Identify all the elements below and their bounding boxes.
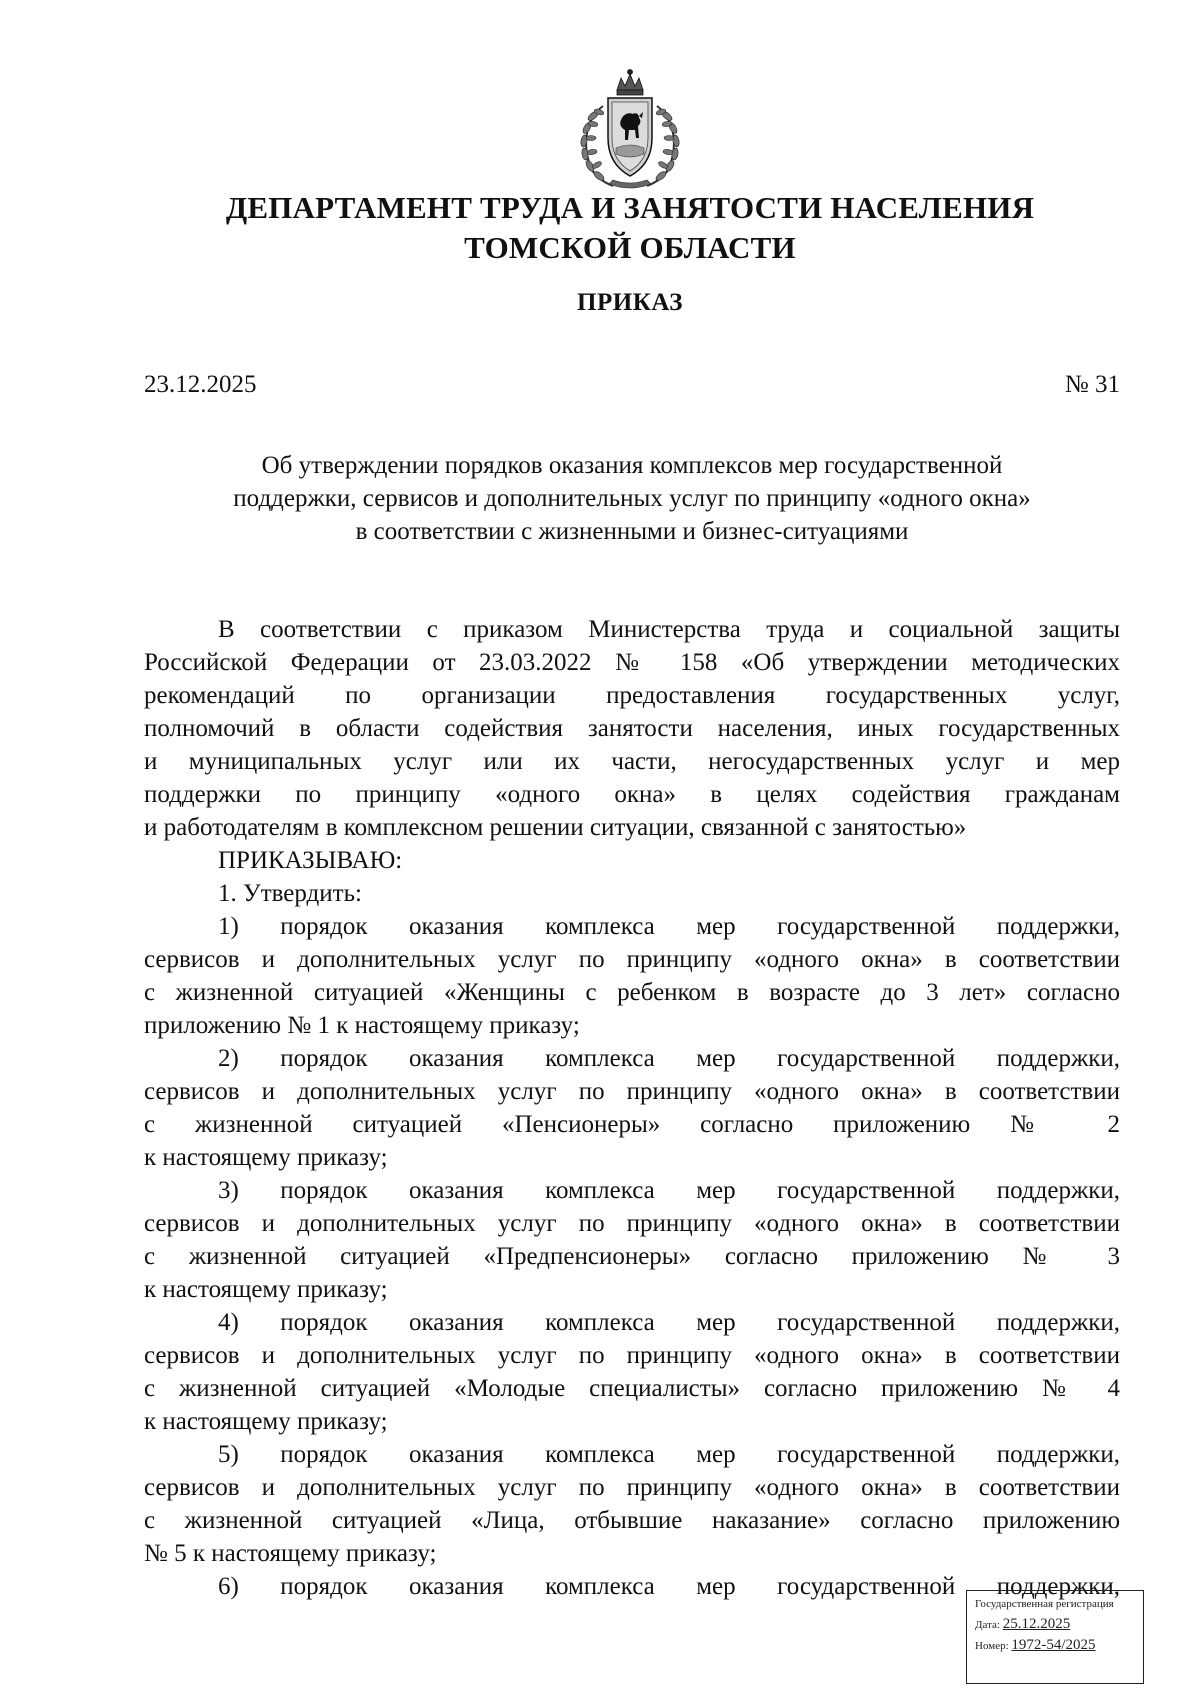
- text-line: с жизненной ситуацией «Лица, отбывшие наказание» согласно приложению: [144, 1507, 1120, 1534]
- text-line: 1) порядок оказания комплекса мер государственной поддержки,: [218, 913, 1120, 940]
- order-body: [144, 613, 1120, 1603]
- department-title-line2: ТОМСКОЙ ОБЛАСТИ: [464, 230, 796, 265]
- text-line: 5) порядок оказания комплекса мер государственной поддержки,: [218, 1441, 1120, 1468]
- document-type: ПРИКАЗ: [577, 289, 683, 316]
- text-line: к настоящему приказу;: [144, 1408, 388, 1435]
- text-line: рекомендаций по организации предоставления государственных услуг,: [144, 682, 1120, 709]
- text-line: сервисов и дополнительных услуг по принципу «одного окна» в соответствии: [144, 1210, 1120, 1237]
- text-line: сервисов и дополнительных услуг по принципу «одного окна» в соответствии: [144, 1078, 1120, 1105]
- text-line: 4) порядок оказания комплекса мер государственной поддержки,: [218, 1309, 1120, 1336]
- text-line: полномочий в области содействия занятости населения, иных государственных: [144, 715, 1120, 742]
- order-subject: [144, 449, 1120, 548]
- text-line: с жизненной ситуацией «Предпенсионеры» согласно приложению № 3: [144, 1243, 1120, 1270]
- registration-title: Государственная регистрация: [975, 1598, 1114, 1610]
- text-line: с жизненной ситуацией «Молодые специалисты» согласно приложению № 4: [144, 1375, 1120, 1402]
- registration-date-label: Дата:: [975, 1619, 1000, 1631]
- text-line: и работодателям в комплексном решении ситуации, связанной с занятостью»: [144, 814, 967, 841]
- list-item: [144, 1042, 1120, 1174]
- text-line: № 5 к настоящему приказу;: [144, 1540, 437, 1567]
- text-line: приложению № 1 к настоящему приказу;: [144, 1012, 580, 1039]
- order-directive: ПРИКАЗЫВАЮ:: [218, 847, 403, 874]
- order-number: № 31: [1064, 371, 1120, 398]
- coat-of-arms-icon: [573, 68, 687, 191]
- subject-line: поддержки, сервисов и дополнительных услуг по принципу «одного окна»: [233, 485, 1031, 512]
- registration-date-row: [975, 1617, 1135, 1632]
- text-line: 3) порядок оказания комплекса мер государственной поддержки,: [218, 1177, 1120, 1204]
- text-line: поддержки по принципу «одного окна» в целях содействия гражданам: [144, 781, 1120, 808]
- list-item: [144, 910, 1120, 1042]
- text-line: с жизненной ситуацией «Женщины с ребенком в возрасте до 3 лет» согласно: [144, 979, 1120, 1006]
- text-line: сервисов и дополнительных услуг по принципу «одного окна» в соответствии: [144, 1474, 1120, 1501]
- text-line: 6) порядок оказания комплекса мер государственной поддержки,: [218, 1573, 1120, 1600]
- text-line: сервисов и дополнительных услуг по принципу «одного окна» в соответствии: [144, 946, 1120, 973]
- list-item: [144, 1174, 1120, 1306]
- text-line: Российской Федерации от 23.03.2022 № 158 «Об утверждении методических: [144, 649, 1120, 676]
- registration-number-value: 1972-54/2025: [1011, 1637, 1096, 1653]
- order-date: 23.12.2025: [144, 371, 257, 398]
- list-item: [144, 1306, 1120, 1438]
- registration-number-label: Номер:: [975, 1640, 1009, 1652]
- clause-heading: 1. Утвердить:: [218, 880, 362, 907]
- text-line: к настоящему приказу;: [144, 1276, 388, 1303]
- text-line: с жизненной ситуацией «Пенсионеры» согласно приложению № 2: [144, 1111, 1120, 1138]
- department-title-line1: ДЕПАРТАМЕНТ ТРУДА И ЗАНЯТОСТИ НАСЕЛЕНИЯ: [225, 190, 1035, 225]
- registration-date-value: 25.12.2025: [1002, 1616, 1071, 1632]
- registration-stamp: [966, 1590, 1144, 1684]
- text-line: 2) порядок оказания комплекса мер государственной поддержки,: [218, 1045, 1120, 1072]
- department-title: [150, 188, 1110, 268]
- text-line: В соответствии с приказом Министерства труда и социальной защиты: [218, 616, 1120, 643]
- preamble-paragraph: [144, 613, 1120, 844]
- registration-number-row: [975, 1638, 1135, 1653]
- text-line: и муниципальных услуг или их части, негосударственных услуг и мер: [144, 748, 1120, 775]
- list-item: [144, 1438, 1120, 1570]
- text-line: сервисов и дополнительных услуг по принципу «одного окна» в соответствии: [144, 1342, 1120, 1369]
- subject-line: в соответствии с жизненными и бизнес-ситуациями: [355, 518, 909, 545]
- text-line: к настоящему приказу;: [144, 1144, 388, 1171]
- subject-line: Об утверждении порядков оказания комплексов мер государственной: [261, 452, 1003, 479]
